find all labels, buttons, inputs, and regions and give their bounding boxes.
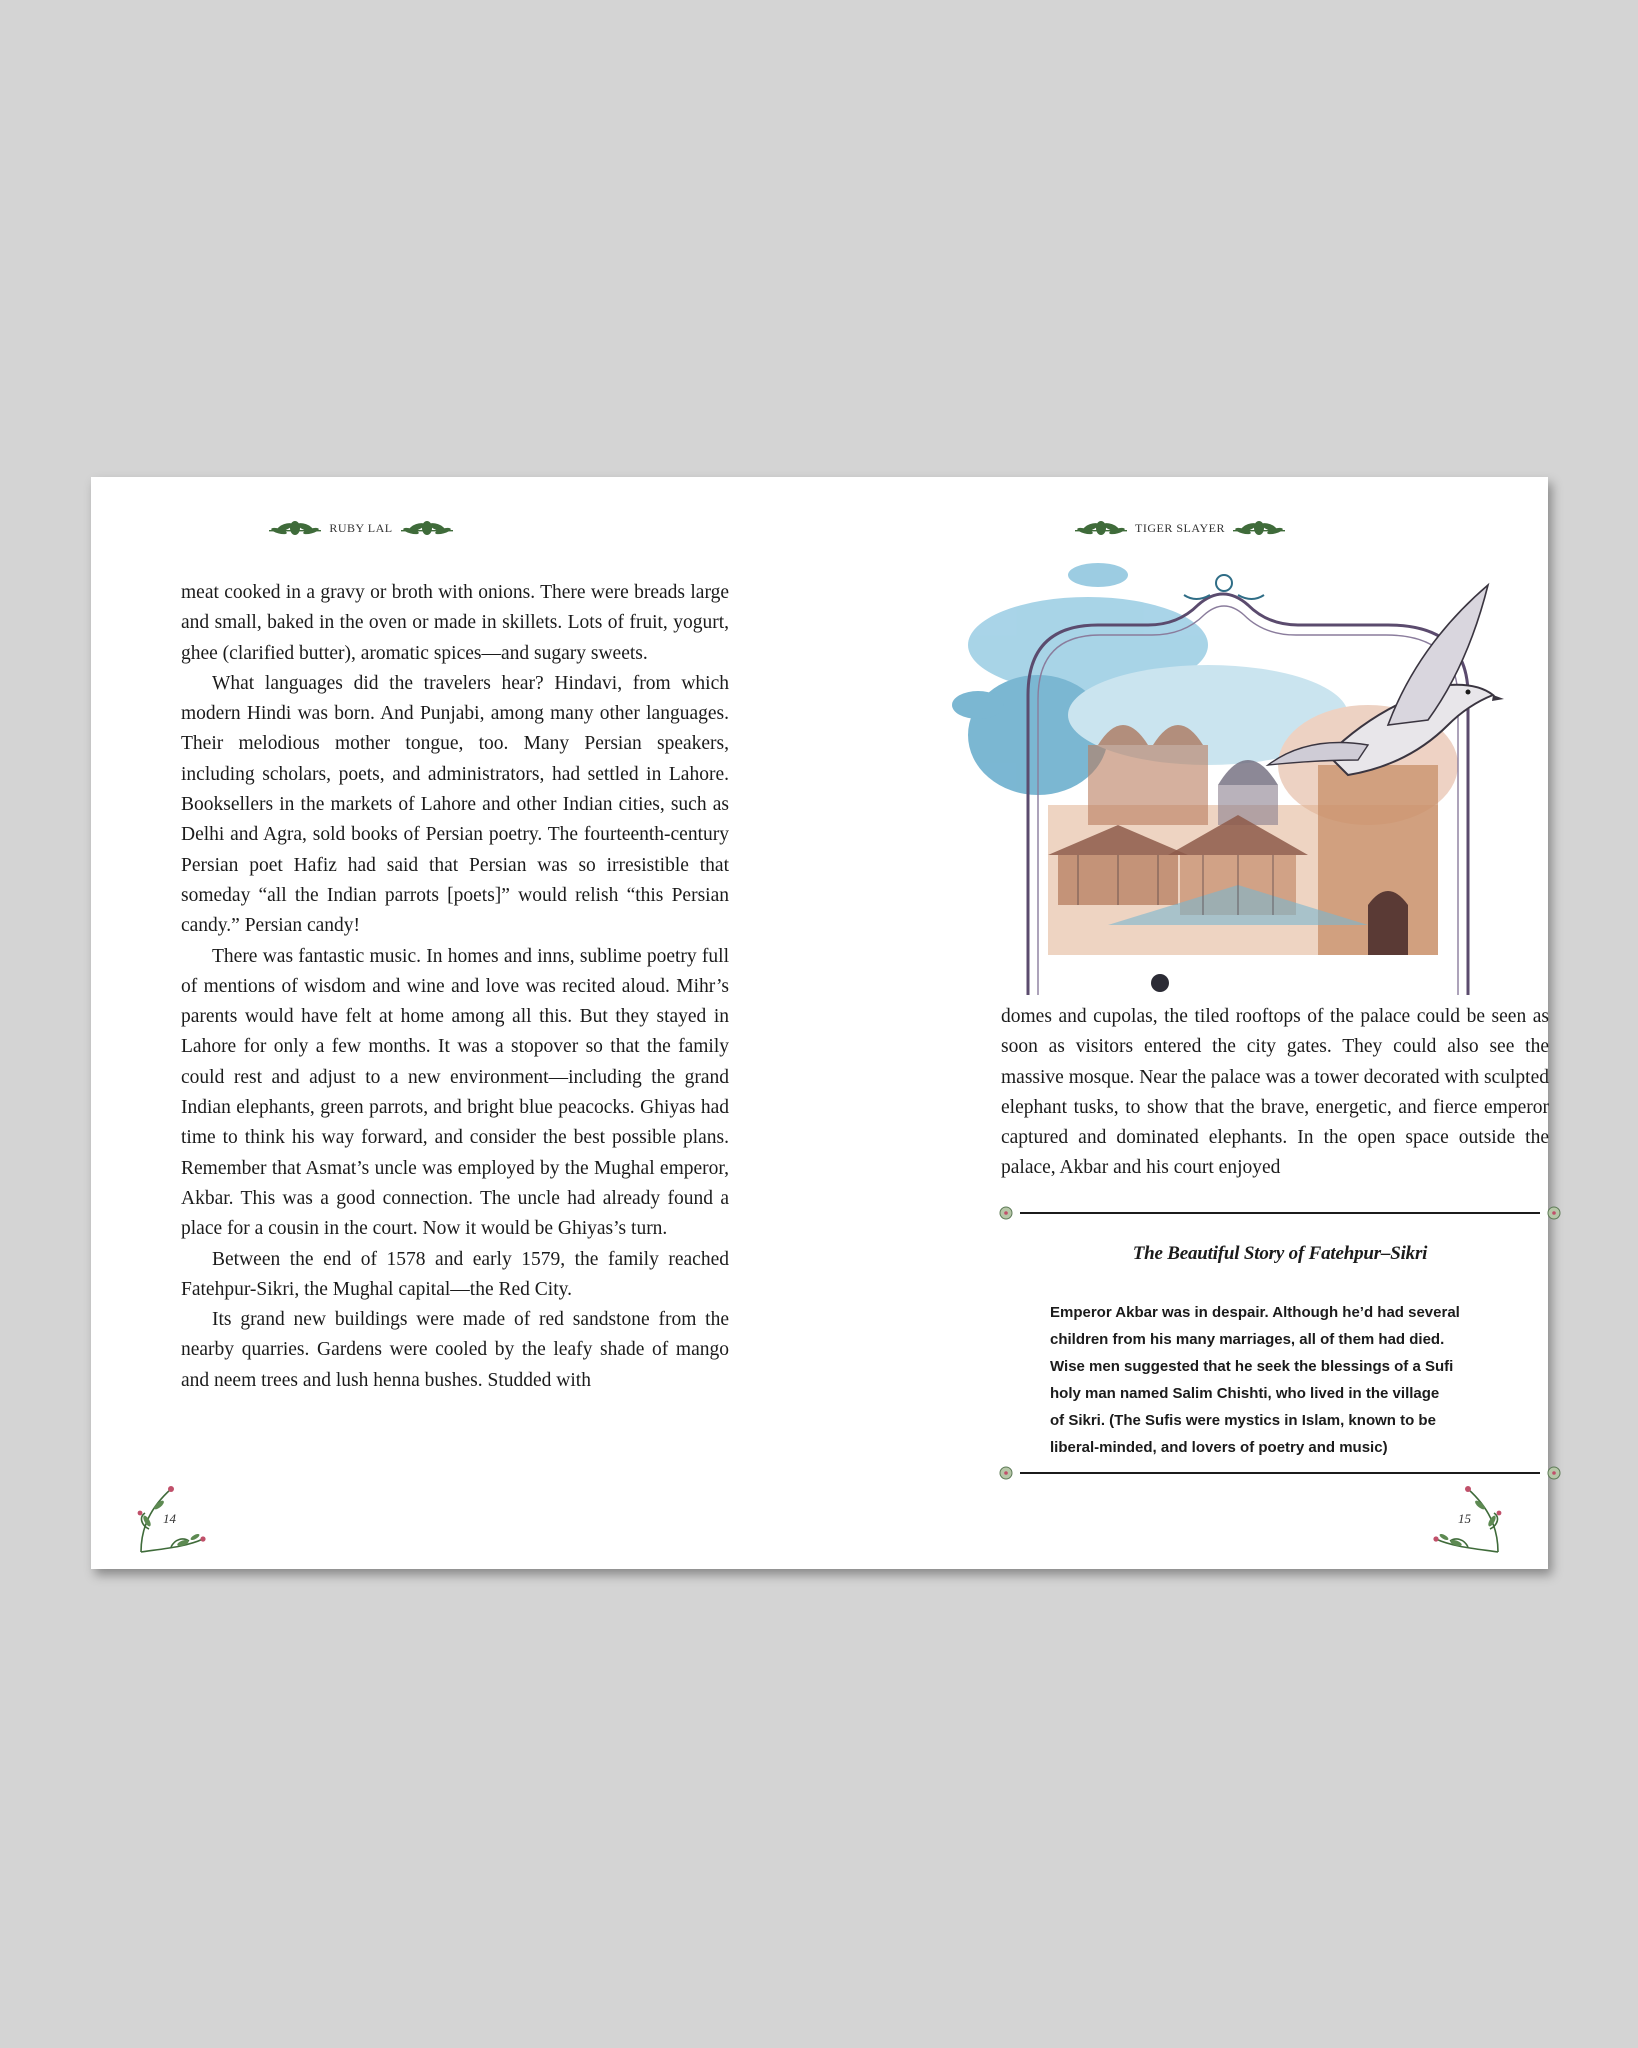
book-spread [91, 477, 1548, 1569]
sidebar-box [996, 1203, 1564, 1493]
fatehpur-sikri-illustration [948, 555, 1548, 995]
page-number: 15 [1458, 1511, 1471, 1526]
right-page [820, 477, 1548, 1569]
page-number-ornament-left [131, 1477, 211, 1557]
page-number: 14 [163, 1511, 176, 1526]
paragraph: meat cooked in a gravy or broth with onions. There were breads large and small, baked in the oven or made in skillets. Lots of fruit, yogurt, ghee (clarified butter), aromatic spices—and sugary sweets. [181, 582, 729, 664]
sprig-ornament-icon [1233, 517, 1285, 539]
body-text-left [181, 578, 729, 1396]
paragraph: Its grand new buildings were made of red sandstone from the nearby quarries. Gardens were cooled by the leafy shade of mango and neem trees and lush henna bushes. Studded with [181, 1309, 729, 1391]
running-head-right [910, 517, 1450, 539]
paragraph: There was fantastic music. In homes and inns, sublime poetry full of mentions of wisdom and wine and love was recited aloud. Mihr’s parents would have felt at home among all this. But they stayed in Lahore for only a few months. It was a stopover so that the family could rest and adjust to a new environment—including the grand Indian elephants, green parrots, and bright blue peacocks. Ghiyas had time to think his way forward, and consider the best possible plans. Remember that Asmat’s uncle was employed by the Mughal emperor, Akbar. This was a good connection. The uncle had already found a place for a cousin in the court. Now it would be Ghiyas’s turn. [181, 945, 729, 1240]
body-text-right [1001, 1002, 1549, 1184]
ornamental-rule-top [996, 1203, 1564, 1223]
palace-and-bird-illustration [948, 555, 1548, 995]
paragraph: Between the end of 1578 and early 1579, the family reached Fatehpur-Sikri, the Mughal capital—the Red City. [181, 1248, 729, 1300]
paragraph: domes and cupolas, the tiled rooftops of the palace could be seen as soon as visitors entered the city gates. They could also see the massive mosque. Near the palace was a tower decorated with sculpted elephant tusks, to show that the brave, energetic, and fierce emperor captured and dominated elephants. In the open space outside the palace, Akbar and his court enjoyed [1001, 1006, 1549, 1179]
running-head-title: TIGER SLAYER [1135, 520, 1225, 535]
paragraph: What languages did the travelers hear? Hindavi, from which modern Hindi was born. And Punjabi, among many other languages. Their melodious mother tongue, too. Many Persian speakers, including scholars, poets, and administrators, had settled in Lahore. Booksellers in the markets of Lahore and other Indian cities, such as Delhi and Agra, sold books of Persian poetry. The fourteenth-century Persian poet Hafiz had said that Persian was so irresistible that someday “all the Indian parrots [poets]” would relish “this Persian candy.” Persian candy! [181, 672, 729, 937]
left-page [91, 477, 819, 1569]
sidebar-body: Emperor Akbar was in despair. Although he’d had several children from his many marriages, all of them had died. Wise men suggested that he seek the blessings of a Sufi holy man named Salim Chishti, who lived in the village of Sikri. (The Sufis were mystics in Islam, known to be liberal-minded, and lovers of poetry and music) [1050, 1304, 1460, 1456]
page-number-ornament-right [1428, 1477, 1508, 1557]
sidebar-title: The Beautiful Story of Fatehpur–Sikri [1132, 1243, 1428, 1264]
running-head-author: RUBY LAL [329, 520, 393, 535]
sprig-ornament-icon [401, 517, 453, 539]
leaf-rule-icon [996, 1203, 1564, 1223]
running-head-left [91, 517, 631, 539]
sprig-ornament-icon [1075, 517, 1127, 539]
sprig-ornament-icon [269, 517, 321, 539]
